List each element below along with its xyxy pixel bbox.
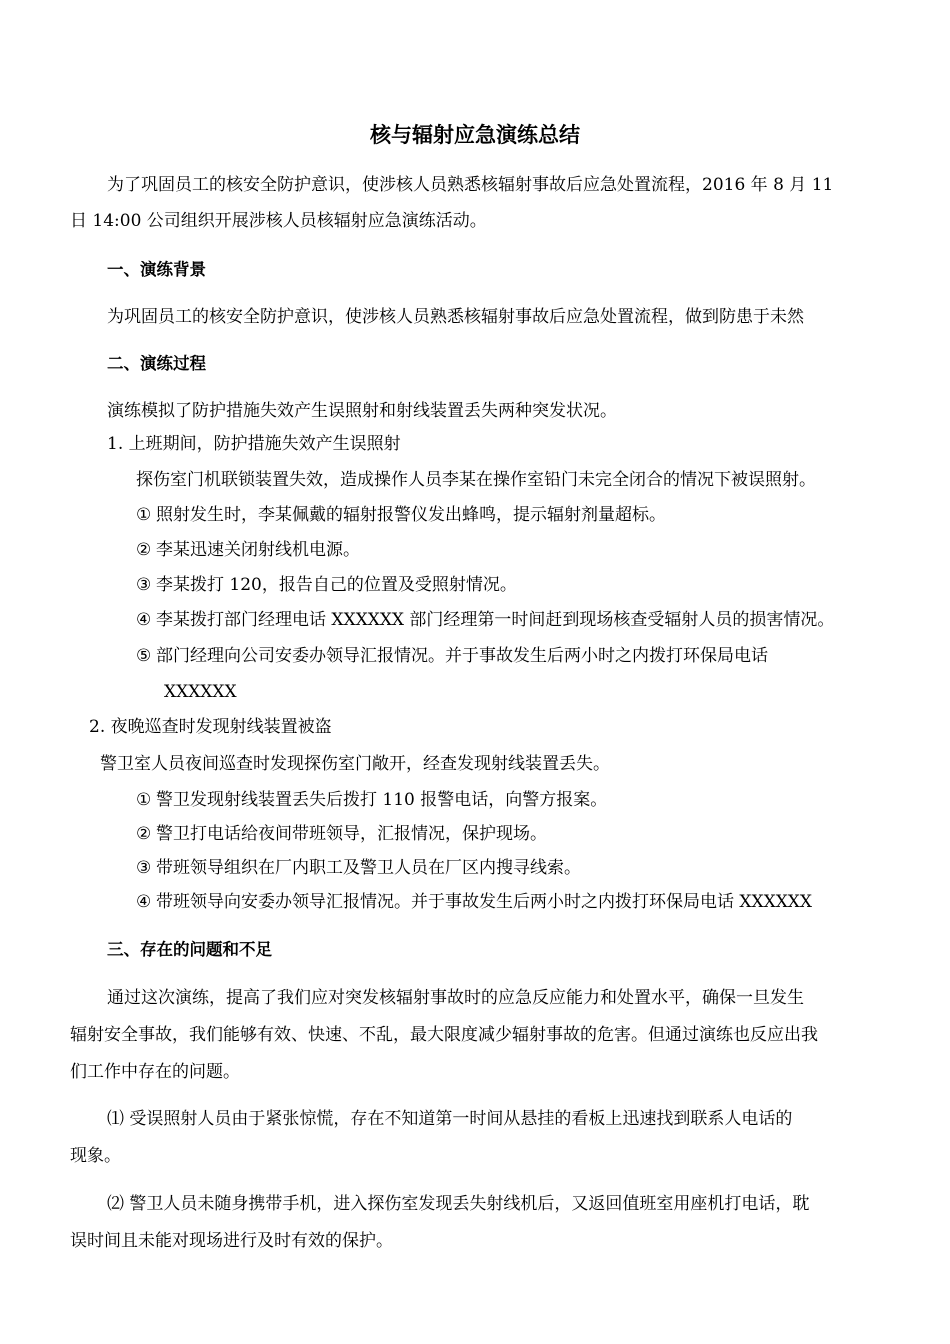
- problem-2-line-1: ⑵ 警卫人员未随身携带手机，进入探伤室发现丢失射线机后，又返回值班室用座机打电话，耽: [107, 1194, 810, 1214]
- step-text: 带班领导向安委办领导汇报情况。并于事故发生后两小时之内拨打环保局电话 XXXXXX: [156, 892, 813, 912]
- case2-step-1: [136, 789, 607, 811]
- case1-title: 1. 上班期间，防护措施失效产生误照射: [107, 434, 401, 454]
- problem-1-line-2: 现象。: [70, 1146, 121, 1166]
- case1-step-3: [136, 574, 517, 596]
- section3-para-line-3: 们工作中存在的问题。: [70, 1062, 240, 1082]
- case1-desc: 探伤室门机联锁装置失效，造成操作人员李某在操作室铅门未完全闭合的情况下被误照射。: [136, 470, 816, 490]
- step-marker: ①: [136, 505, 152, 525]
- section3-heading: 三、存在的问题和不足: [107, 940, 272, 959]
- section3-para-line-1: 通过这次演练，提高了我们应对突发核辐射事故时的应急反应能力和处置水平，确保一旦发生: [107, 988, 804, 1008]
- step-marker: ③: [136, 858, 152, 878]
- step-text: 照射发生时，李某佩戴的辐射报警仪发出蜂鸣，提示辐射剂量超标。: [156, 505, 666, 525]
- section2-heading: 二、演练过程: [107, 354, 206, 373]
- case1-step-5-continued: XXXXXX: [164, 682, 237, 702]
- section2-body: 演练模拟了防护措施失效产生误照射和射线装置丢失两种突发状况。: [107, 401, 617, 421]
- case2-title: 2. 夜晚巡查时发现射线装置被盗: [89, 717, 332, 737]
- step-text: 警卫发现射线装置丢失后拨打 110 报警电话，向警方报案。: [156, 790, 608, 810]
- intro-line-2: 日 14:00 公司组织开展涉核人员核辐射应急演练活动。: [70, 211, 487, 231]
- page-title: 核与辐射应急演练总结: [370, 123, 580, 147]
- step-marker: ④: [136, 892, 152, 912]
- case1-step-5: [136, 645, 768, 667]
- step-text: 李某拨打 120，报告自己的位置及受照射情况。: [156, 575, 517, 595]
- step-marker: ③: [136, 575, 152, 595]
- section3-para-line-2: 辐射安全事故，我们能够有效、快速、不乱，最大限度减少辐射事故的危害。但通过演练也反应出我: [70, 1025, 818, 1045]
- step-text: 部门经理向公司安委办领导汇报情况。并于事故发生后两小时之内拨打环保局电话: [156, 646, 768, 666]
- section1-heading: 一、演练背景: [107, 260, 206, 279]
- step-marker: ⑤: [136, 646, 152, 666]
- problem-1-line-1: ⑴ 受误照射人员由于紧张惊慌，存在不知道第一时间从悬挂的看板上迅速找到联系人电话的: [107, 1109, 793, 1129]
- case2-step-2: [136, 823, 547, 845]
- step-marker: ①: [136, 790, 152, 810]
- intro-line-1: 为了巩固员工的核安全防护意识，使涉核人员熟悉核辐射事故后应急处置流程，2016 年 8 月 11: [107, 175, 834, 195]
- case1-step-4: [136, 609, 834, 631]
- step-text: 警卫打电话给夜间带班领导，汇报情况，保护现场。: [156, 824, 547, 844]
- problem-2-line-2: 误时间且未能对现场进行及时有效的保护。: [70, 1231, 393, 1251]
- case2-step-4: [136, 891, 812, 913]
- step-marker: ②: [136, 540, 152, 560]
- case1-step-1: [136, 504, 666, 526]
- step-marker: ②: [136, 824, 152, 844]
- case2-desc: 警卫室人员夜间巡查时发现探伤室门敞开，经查发现射线装置丢失。: [100, 754, 610, 774]
- step-text: 李某拨打部门经理电话 XXXXXX 部门经理第一时间赶到现场核查受辐射人员的损害情况。: [156, 610, 835, 630]
- step-text: 带班领导组织在厂内职工及警卫人员在厂区内搜寻线索。: [156, 858, 581, 878]
- case1-step-2: [136, 539, 360, 561]
- step-text: 李某迅速关闭射线机电源。: [156, 540, 360, 560]
- step-marker: ④: [136, 610, 152, 630]
- section1-body: 为巩固员工的核安全防护意识，使涉核人员熟悉核辐射事故后应急处置流程，做到防患于未然: [107, 307, 804, 327]
- case2-step-3: [136, 857, 581, 879]
